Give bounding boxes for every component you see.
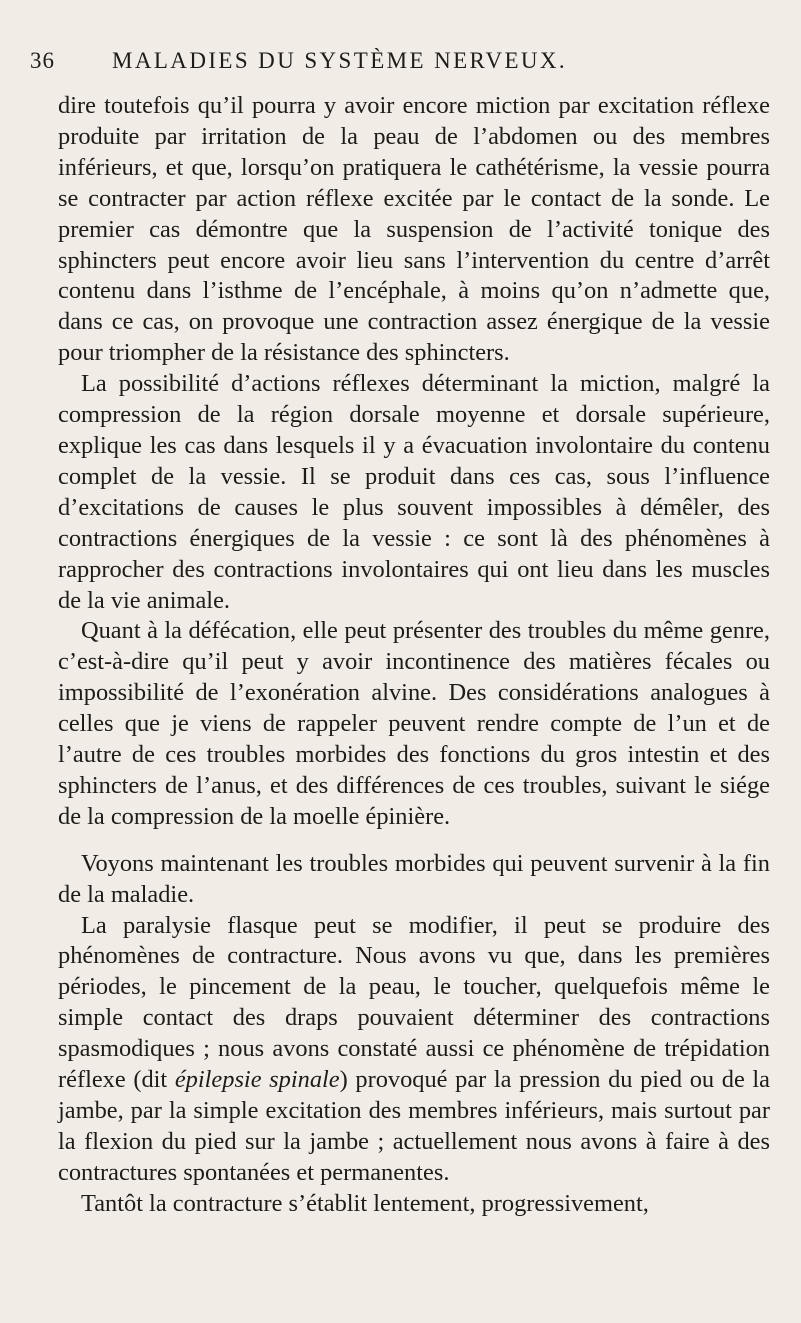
page-number: 36 bbox=[30, 48, 55, 73]
page-header bbox=[0, 48, 801, 82]
paragraph-late-troubles: Voyons maintenant les troubles morbides qui peuvent survenir à la fin de la maladie. bbox=[58, 849, 770, 908]
paragraph-contracture bbox=[58, 911, 770, 1189]
paragraph-reflex-actions: La possibilité d’actions réflexes déterminant la miction, malgré la compression de la région dorsale moyenne et dorsale supérieure, explique les cas dans lesquels il y a évacuation involontaire du contenu complet de la vessie. Il se produit dans ces cas, sous l’influence d’excitations de causes le plus souvent impossibles à démêler, des contractions énergiques de la vessie : ce sont là des phénomènes à rapprocher des contractions involontaires qui ont lieu dans les muscles de la vie animale. bbox=[58, 370, 770, 614]
contracture-text-after: ) provoqué par la pression du pied ou de la jambe, par la simple excitation des membres inférieurs, mais surtout par la flexion du pied sur la jambe ; actuellement nous avons à faire à des contractures spontanées et permanentes. bbox=[58, 1066, 770, 1186]
paragraph-contracture-onset: Tantôt la contracture s’établit lentement, progressivement, bbox=[81, 1189, 649, 1217]
running-title: MALADIES DU SYSTÈME NERVEUX. bbox=[112, 48, 568, 73]
paragraph-urinary-reflex: dire toutefois qu’il pourra y avoir encore miction par excitation réflexe produite par irritation de la peau de l’abdomen ou des membres inférieurs, et que, lorsqu’on pratiquera le cathétérisme, la vessie pourra se contracter par action réflexe excitée par le contact de la sonde. Le premier cas démontre que la suspension de l’activité tonique des sphincters peut encore avoir lieu sans l’intervention du centre d’arrêt contenu dans l’isthme de l’encéphale, à moins qu’on n’admette que, dans ce cas, on provoque une contraction assez énergique de la vessie pour triompher de la résistance des sphincters. bbox=[58, 92, 770, 367]
spinal-epilepsy-term: épilepsie spinale bbox=[174, 1066, 340, 1094]
body-text bbox=[58, 91, 770, 1220]
paragraph-defecation: Quant à la défécation, elle peut présenter des troubles du même genre, c’est-à-dire qu’il peut y avoir incontinence des matières fécales ou impossibilité de l’exonération alvine. Des considérations analogues à celles que je viens de rappeler peuvent rendre compte de l’un et de l’autre de ces troubles morbides des fonctions du gros intestin et des sphincters de l’anus, et des différences de ces troubles, suivant le siége de la compression de la moelle épinière. bbox=[58, 617, 770, 830]
contracture-text-before: La paralysie flasque peut se modifier, il peut se produire des phénomènes de contracture. Nous avons vu que, dans les premières périodes, le pincement de la peau, le toucher, quelquefois même le simple contact des draps pouvaient déterminer des contractions spasmodiques ; nous avons constaté aussi ce phénomène de trépidation réflexe (dit bbox=[58, 911, 770, 1094]
